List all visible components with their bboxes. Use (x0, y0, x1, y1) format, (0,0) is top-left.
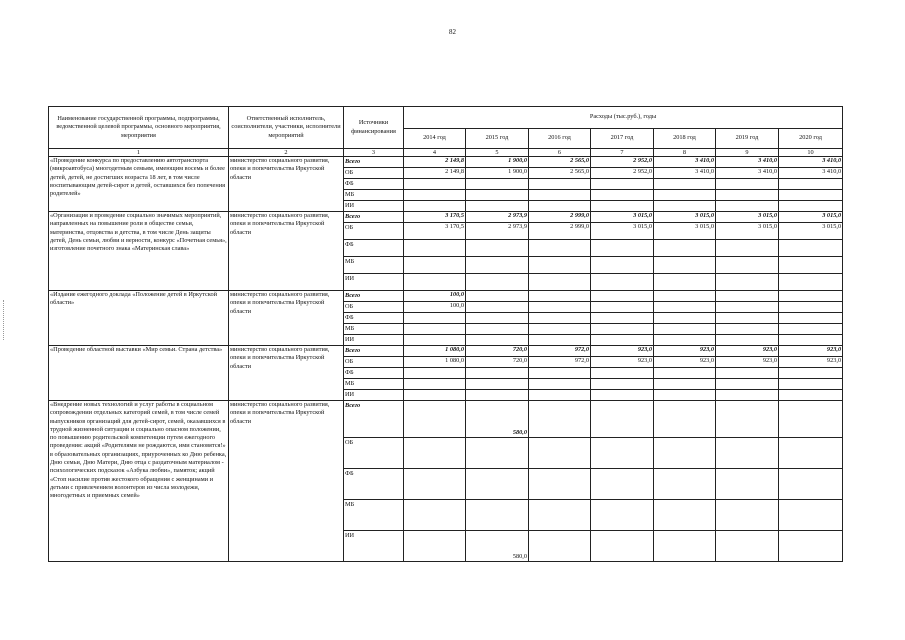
measure-name: «Проведение конкурса по предоставлению автотранспорта (микроавтобуса) многодетным семьям, имеющим восемь и более детей, детей, не достигших возраста 18 лет, в том числе воспитывающим детей-сирот и детей, оставшихся без попечения родителей» (49, 157, 229, 212)
expense-value (404, 274, 466, 291)
expense-value: 1 080,0 (404, 346, 466, 357)
expense-value (404, 240, 466, 257)
funding-source: ИИ (344, 201, 404, 212)
expense-value (529, 324, 591, 335)
expense-value (466, 335, 529, 346)
expense-value (529, 257, 591, 274)
expense-value (529, 401, 591, 438)
table-row (49, 291, 843, 302)
expense-value (716, 368, 779, 379)
funding-source: Всего (344, 291, 404, 302)
expense-value (529, 379, 591, 390)
expense-value (404, 201, 466, 212)
column-number: 9 (716, 149, 779, 157)
measure-executor: министерство социального развития, опеки и попечительства Иркутской области (229, 157, 344, 212)
expense-value: 3 410,0 (779, 168, 843, 179)
expense-value (716, 291, 779, 302)
column-number: 8 (654, 149, 716, 157)
funding-source: Всего (344, 157, 404, 168)
header-year: 2018 год (654, 129, 716, 149)
expense-value (591, 313, 654, 324)
expense-value: 3 015,0 (779, 223, 843, 240)
column-number: 5 (466, 149, 529, 157)
expense-value (779, 313, 843, 324)
expense-value (716, 274, 779, 291)
expense-value (654, 390, 716, 401)
funding-source: ФБ (344, 179, 404, 190)
funding-source: ИИ (344, 274, 404, 291)
expense-value: 2 565,0 (529, 168, 591, 179)
expense-value: 2 999,0 (529, 212, 591, 223)
expense-value: 2 565,0 (529, 157, 591, 168)
expense-value: 3 170,5 (404, 223, 466, 240)
expense-value (466, 469, 529, 500)
expense-value (654, 379, 716, 390)
expense-value: 3 015,0 (654, 223, 716, 240)
table-row (49, 212, 843, 223)
expense-value (529, 368, 591, 379)
funding-source: Всего (344, 346, 404, 357)
header-year: 2015 год (466, 129, 529, 149)
expense-value (654, 179, 716, 190)
funding-source: МБ (344, 500, 404, 531)
expense-value (654, 201, 716, 212)
table-row (49, 157, 843, 168)
expense-value (404, 324, 466, 335)
funding-source: ИИ (344, 531, 404, 562)
expense-value (716, 438, 779, 469)
expense-value (779, 240, 843, 257)
expense-value (654, 401, 716, 438)
expense-value (779, 379, 843, 390)
column-number: 2 (229, 149, 344, 157)
expense-value (654, 438, 716, 469)
expense-value (529, 201, 591, 212)
header-expenses: Расходы (тыс.руб.), годы (404, 107, 843, 129)
expense-value (654, 335, 716, 346)
expense-value: 3 015,0 (591, 212, 654, 223)
measure-executor: министерство социального развития, опеки и попечительства Иркутской области (229, 401, 344, 562)
header-year: 2014 год (404, 129, 466, 149)
column-number: 3 (344, 149, 404, 157)
expense-value (716, 335, 779, 346)
expense-value (466, 500, 529, 531)
expense-value (591, 291, 654, 302)
expense-value (404, 469, 466, 500)
expense-value (779, 179, 843, 190)
funding-source: ОБ (344, 302, 404, 313)
funding-source: ФБ (344, 240, 404, 257)
expense-value (779, 469, 843, 500)
header-year: 2020 год (779, 129, 843, 149)
funding-source: МБ (344, 257, 404, 274)
page-number: 82 (449, 28, 456, 36)
expense-value (716, 531, 779, 562)
funding-source: МБ (344, 190, 404, 201)
column-number: 1 (49, 149, 229, 157)
expense-value (404, 179, 466, 190)
funding-source: ФБ (344, 469, 404, 500)
expense-value: 2 952,0 (591, 168, 654, 179)
expense-value: 580,0 (466, 401, 529, 438)
funding-source: ИИ (344, 335, 404, 346)
expense-value (591, 190, 654, 201)
expense-value (591, 390, 654, 401)
expense-value: 2 952,0 (591, 157, 654, 168)
expense-value: 100,0 (404, 291, 466, 302)
expense-value: 3 015,0 (716, 223, 779, 240)
header-executor: Ответственный исполнитель, соисполнители, участники, исполнители мероприятий (229, 107, 344, 149)
expense-value (654, 531, 716, 562)
table-row (49, 346, 843, 357)
expense-value (779, 257, 843, 274)
expense-value: 2 149,8 (404, 157, 466, 168)
expense-value (466, 291, 529, 302)
expense-value (404, 438, 466, 469)
expense-value (529, 291, 591, 302)
expense-value: 923,0 (716, 357, 779, 368)
expense-value (529, 438, 591, 469)
expense-value (654, 274, 716, 291)
expense-value (404, 379, 466, 390)
expense-value: 3 410,0 (654, 168, 716, 179)
funding-source: ОБ (344, 223, 404, 240)
expense-value: 923,0 (654, 357, 716, 368)
expense-value (716, 257, 779, 274)
measure-executor: министерство социального развития, опеки и попечительства Иркутской области (229, 346, 344, 401)
expense-value: 3 410,0 (779, 157, 843, 168)
expense-value (591, 438, 654, 469)
expense-value: 3 015,0 (779, 212, 843, 223)
expense-value (529, 274, 591, 291)
expense-value (591, 531, 654, 562)
expense-value (591, 240, 654, 257)
expense-value (529, 500, 591, 531)
expense-value: 720,0 (466, 357, 529, 368)
expense-value (591, 257, 654, 274)
expense-value (529, 302, 591, 313)
expense-value (404, 190, 466, 201)
expense-value (779, 438, 843, 469)
expense-value (404, 335, 466, 346)
table-row (49, 401, 843, 438)
measure-name: «Организация и проведение социально значимых мероприятий, направленных на повышение роли в обществе семьи, материнства, отцовства и детства, в том числе День защиты детей, День семьи, любви и верности, конкурс «Почетная семья», изготовление почетного знака «Материнская слава» (49, 212, 229, 291)
expense-value: 3 015,0 (591, 223, 654, 240)
expense-value (779, 324, 843, 335)
expense-value (404, 390, 466, 401)
expense-value: 923,0 (716, 346, 779, 357)
funding-source: ФБ (344, 313, 404, 324)
expense-value (779, 531, 843, 562)
expense-value (591, 335, 654, 346)
expense-value: 2 149,8 (404, 168, 466, 179)
expense-value: 2 973,9 (466, 223, 529, 240)
expense-value (591, 201, 654, 212)
expense-value (591, 379, 654, 390)
expense-value: 3 170,5 (404, 212, 466, 223)
expense-value (654, 324, 716, 335)
expense-value: 972,0 (529, 357, 591, 368)
expense-value (654, 313, 716, 324)
expense-value: 3 015,0 (716, 212, 779, 223)
expense-value: 923,0 (654, 346, 716, 357)
funding-source: ОБ (344, 357, 404, 368)
expense-value (466, 240, 529, 257)
expense-value (654, 257, 716, 274)
expense-value (466, 190, 529, 201)
expense-value (716, 500, 779, 531)
funding-source: МБ (344, 379, 404, 390)
expense-value (779, 201, 843, 212)
expense-value (404, 368, 466, 379)
expense-value (466, 274, 529, 291)
expense-value (779, 274, 843, 291)
expense-value (654, 291, 716, 302)
expense-value (591, 368, 654, 379)
expense-value (716, 190, 779, 201)
expense-value (404, 257, 466, 274)
binding-margin-mark (3, 300, 6, 340)
expense-value (716, 302, 779, 313)
expense-value (654, 190, 716, 201)
expense-value (779, 401, 843, 438)
expense-value (529, 390, 591, 401)
expense-value: 3 015,0 (654, 212, 716, 223)
expense-value (466, 257, 529, 274)
expense-value (466, 368, 529, 379)
expense-value (779, 500, 843, 531)
expense-value: 3 410,0 (654, 157, 716, 168)
expense-value: 1 900,0 (466, 168, 529, 179)
expense-value (779, 302, 843, 313)
expense-value (591, 324, 654, 335)
expense-value (529, 179, 591, 190)
measure-name: «Издание ежегодного доклада «Положение детей в Иркутской области» (49, 291, 229, 346)
header-year: 2016 год (529, 129, 591, 149)
expense-value (466, 438, 529, 469)
funding-source: ОБ (344, 168, 404, 179)
expense-value (466, 390, 529, 401)
expense-value (716, 379, 779, 390)
expense-value (716, 201, 779, 212)
expense-value (591, 302, 654, 313)
funding-source: Всего (344, 401, 404, 438)
header-year: 2017 год (591, 129, 654, 149)
expense-value (404, 313, 466, 324)
expense-value (654, 302, 716, 313)
expense-value (716, 390, 779, 401)
expense-value (654, 368, 716, 379)
expense-value: 2 973,9 (466, 212, 529, 223)
expense-value (529, 190, 591, 201)
expense-value: 2 999,0 (529, 223, 591, 240)
expense-value (591, 500, 654, 531)
funding-source: Всего (344, 212, 404, 223)
expense-value (591, 274, 654, 291)
expense-value (529, 335, 591, 346)
measure-executor: министерство социального развития, опеки и попечительства Иркутской области (229, 291, 344, 346)
measure-name: «Внедрение новых технологий и услуг работы в социальном сопровождении отдельных категорий семей, в том числе семей выпускников организаций для детей-сирот, семей, оказавшихся в трудной жизненной ситуации и социально опасном положении, по повышению родительской компетенции путем ежегодного проведения: акций «Родителями не рождаются, ими становятся!» в образовательных организациях, приуроченных ко Дню ребенка, Дню семьи, Дню Матери, Дню отца с раздаточным материалом - психологических подсказок «Азбука любви», памяток; акций «Стоп насилие против жестокого обращения с женщинами и детьми с привлечением волонтеров из числа молодежи, многодетных и приемных семей» (49, 401, 229, 562)
expense-value (779, 190, 843, 201)
funding-source: ИИ (344, 390, 404, 401)
expense-value (529, 469, 591, 500)
expense-value: 972,0 (529, 346, 591, 357)
expense-value (466, 324, 529, 335)
expense-value: 923,0 (779, 346, 843, 357)
funding-source: МБ (344, 324, 404, 335)
expenses-table (48, 106, 843, 562)
funding-source: ФБ (344, 368, 404, 379)
expense-value: 1 080,0 (404, 357, 466, 368)
expense-value (404, 531, 466, 562)
expense-value (466, 313, 529, 324)
measure-executor: министерство социального развития, опеки и попечительства Иркутской области (229, 212, 344, 291)
column-number: 7 (591, 149, 654, 157)
funding-source: ОБ (344, 438, 404, 469)
expense-value (779, 335, 843, 346)
expense-value (716, 240, 779, 257)
expense-value (404, 500, 466, 531)
expense-value: 580,0 (466, 531, 529, 562)
expense-value (779, 390, 843, 401)
expense-value (654, 500, 716, 531)
column-number: 6 (529, 149, 591, 157)
expense-value (654, 469, 716, 500)
expense-value (591, 401, 654, 438)
expense-value: 1 900,0 (466, 157, 529, 168)
expense-value (716, 313, 779, 324)
expense-value (779, 368, 843, 379)
expense-value: 923,0 (591, 346, 654, 357)
header-year: 2019 год (716, 129, 779, 149)
expense-value: 923,0 (591, 357, 654, 368)
expense-value (716, 469, 779, 500)
expense-value (466, 379, 529, 390)
column-number: 4 (404, 149, 466, 157)
expense-value (716, 179, 779, 190)
expense-value: 100,0 (404, 302, 466, 313)
expense-value (529, 531, 591, 562)
expense-value: 3 410,0 (716, 157, 779, 168)
expense-value (716, 401, 779, 438)
column-number: 10 (779, 149, 843, 157)
expense-value: 3 410,0 (716, 168, 779, 179)
expense-value (466, 179, 529, 190)
expense-value: 720,0 (466, 346, 529, 357)
expense-value (529, 313, 591, 324)
expense-value (654, 240, 716, 257)
expense-value (466, 302, 529, 313)
measure-name: «Проведение областной выставки «Мир семьи. Страна детства» (49, 346, 229, 401)
header-name: Наименование государственной программы, подпрограммы, ведомственной целевой программы, основного мероприятия, мероприятия (49, 107, 229, 149)
expense-value: 923,0 (779, 357, 843, 368)
expense-value (466, 201, 529, 212)
expense-value (404, 401, 466, 438)
expense-value (529, 240, 591, 257)
expense-value (591, 469, 654, 500)
expense-value (716, 324, 779, 335)
header-source: Источники финансирования (344, 107, 404, 149)
expense-value (591, 179, 654, 190)
expense-value (779, 291, 843, 302)
